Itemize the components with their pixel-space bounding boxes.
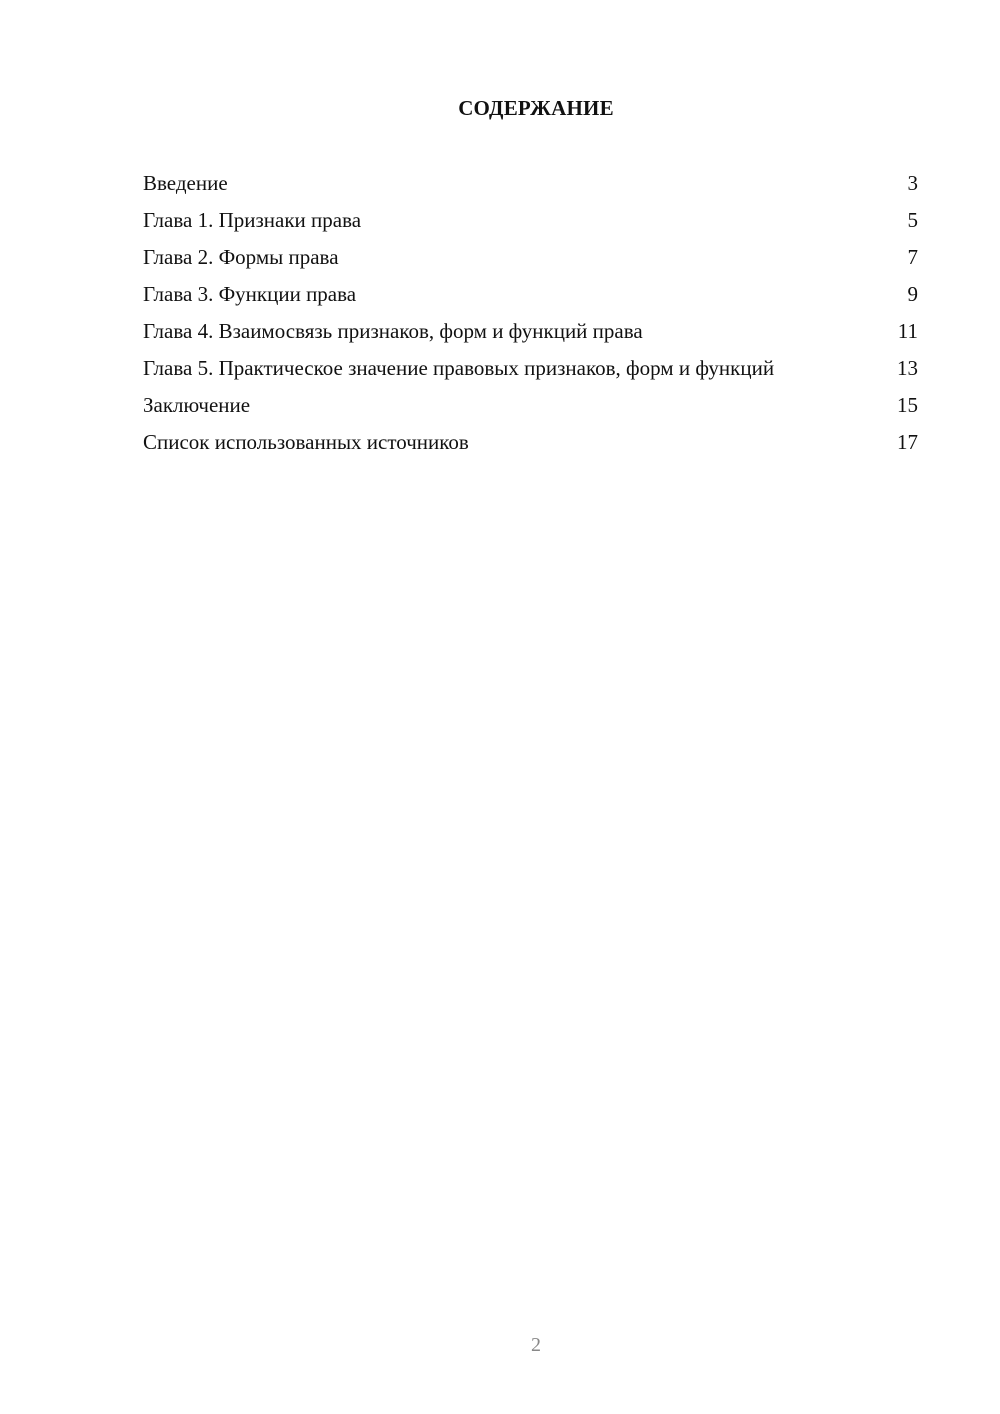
toc-entry-label: Заключение: [143, 393, 251, 417]
table-of-contents: [143, 170, 918, 466]
toc-entry-introduction: [143, 170, 918, 197]
toc-entry-conclusion: [143, 392, 918, 419]
toc-entry-label: Введение: [143, 171, 228, 195]
toc-entry-label: Список использованных источников: [143, 430, 469, 454]
toc-entry-page: 11: [897, 319, 918, 343]
toc-entry-page: 3: [907, 171, 918, 195]
toc-entry-chapter-1: [143, 207, 918, 234]
toc-entry-chapter-5: [143, 355, 918, 382]
toc-entry-page: 9: [907, 282, 918, 306]
toc-entry-references: [143, 429, 918, 456]
toc-entry-label: Глава 3. Функции права: [143, 282, 357, 306]
page-number: 2: [531, 1334, 541, 1356]
toc-entry-label: Глава 2. Формы права: [143, 245, 339, 269]
toc-entry-label: Глава 4. Взаимосвязь признаков, форм и функций права: [143, 319, 643, 343]
toc-entry-page: 5: [907, 208, 918, 232]
toc-entry-page: 17: [897, 430, 918, 454]
page-title: СОДЕРЖАНИЕ: [458, 96, 614, 120]
toc-entry-page: 7: [907, 245, 918, 269]
toc-entry-chapter-3: [143, 281, 918, 308]
toc-entry-label: Глава 1. Признаки права: [143, 208, 362, 232]
toc-entry-chapter-4: [143, 318, 918, 345]
toc-entry-page: 13: [897, 356, 918, 380]
toc-entry-page: 15: [897, 393, 918, 417]
toc-entry-label: Глава 5. Практическое значение правовых признаков, форм и функций: [143, 356, 775, 380]
toc-entry-chapter-2: [143, 244, 918, 271]
